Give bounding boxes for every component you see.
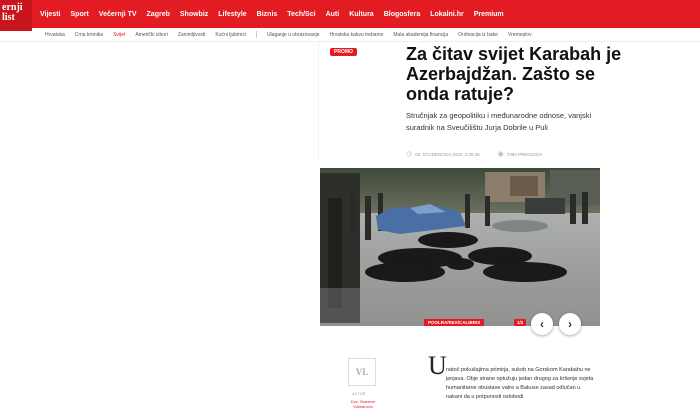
subnav-item-crna-kronika[interactable]: Crna kronika — [74, 31, 104, 38]
article-date: 02. STUDENOGA 2020. 2:30:45 — [415, 151, 480, 157]
nav-item-zagreb[interactable]: Zagreb — [146, 10, 170, 18]
nav-item-tech-sci[interactable]: Tech/Sci — [287, 10, 316, 18]
nav-item-auti[interactable]: Auti — [325, 10, 340, 18]
article-photo[interactable] — [320, 168, 600, 326]
logo-line2: list — [2, 12, 15, 23]
nav-item-lokalni[interactable]: Lokalni.hr — [430, 10, 464, 18]
promo-badge: PROMO — [330, 48, 357, 56]
logo-line1: ernji — [2, 2, 23, 13]
article-dropcap: U — [428, 351, 447, 380]
subnav-item-svijet[interactable]: Svijet — [113, 31, 126, 38]
photo-illustration — [320, 168, 600, 326]
author-name[interactable]: Doc. Branimir Vidmarović — [350, 399, 376, 409]
nav-item-biznis[interactable]: Biznis — [256, 10, 278, 18]
article-body: natoč pokušajima primirja, sukob na Gorskom Karabahu ne jenjava. Obje strane optužuju jedan drugog za kršenje svjeta humanitarne obustave vatre a Bakuse zasad odlučan u nakani da u potpunosti oslobodi — [446, 367, 594, 400]
article-meta — [406, 150, 543, 158]
gallery-prev-button[interactable] — [531, 313, 553, 335]
author-avatar[interactable] — [348, 358, 376, 386]
article-lead: Stručnjak za geopolitiku i međunarodne odnose, vanjski suradnik na Sveučilištu Jurja Dobrile u Puli — [406, 111, 592, 132]
chevron-left-icon: ‹ — [540, 317, 544, 331]
subnav-item-ordinacija[interactable]: Ordinacija iz bake — [458, 31, 498, 38]
sub-navigation — [0, 28, 700, 42]
article-views: 7350 PREGLEDA — [506, 151, 543, 157]
nav-item-premium[interactable]: Premium — [473, 10, 504, 18]
nav-item-sport[interactable]: Sport — [70, 10, 89, 18]
photo-counter: 1/2 — [514, 319, 526, 326]
top-navigation-bar — [0, 0, 700, 28]
article-title: Za čitav svijet Karabah je Azerbajdžan. Zašto se onda ratuje? — [406, 44, 622, 104]
author-initials: VL — [355, 367, 369, 377]
subnav-item-hrvatska-kakvu-trebamo[interactable]: Hrvatska kakvu trebamo — [329, 31, 384, 38]
nav-item-lifestyle[interactable]: Lifestyle — [218, 10, 247, 18]
subnav-item-ulaganje[interactable]: Ulaganje u obrazovanje — [266, 31, 320, 38]
photo-credit: POOLRA/REX/CALIBRIS — [424, 319, 484, 326]
subnav-item-zanimljivosti[interactable]: Zanimljivosti — [177, 31, 206, 38]
subnav-item-vremeplov[interactable]: Vremeplov — [507, 31, 532, 38]
clock-icon: ◷ — [406, 151, 413, 158]
nav-item-kultura[interactable]: Kultura — [349, 10, 374, 18]
nav-item-showbiz[interactable]: Showbiz — [179, 10, 209, 18]
subnav-divider — [256, 31, 257, 38]
chevron-right-icon: › — [568, 317, 572, 331]
column-divider — [318, 42, 319, 162]
site-logo[interactable] — [0, 0, 32, 31]
subnav-item-americki-izbori[interactable]: Američki izbori — [135, 31, 168, 38]
nav-item-vijesti[interactable]: Vijesti — [40, 10, 61, 18]
subnav-item-mala-akademija[interactable]: Mala akademija financija — [393, 31, 449, 38]
nav-item-vecernji-tv[interactable]: Večernji TV — [98, 10, 137, 18]
eye-icon: ◉ — [497, 151, 504, 158]
subnav-item-kucni-ljubimci[interactable]: Kućni ljubimci — [215, 31, 246, 38]
main-nav — [40, 0, 514, 28]
nav-item-blogosfera[interactable]: Blogosfera — [383, 10, 421, 18]
author-label: AUTOR — [352, 392, 366, 396]
subnav-item-hrvatska[interactable]: Hrvatska — [45, 31, 65, 38]
gallery-next-button[interactable] — [559, 313, 581, 335]
